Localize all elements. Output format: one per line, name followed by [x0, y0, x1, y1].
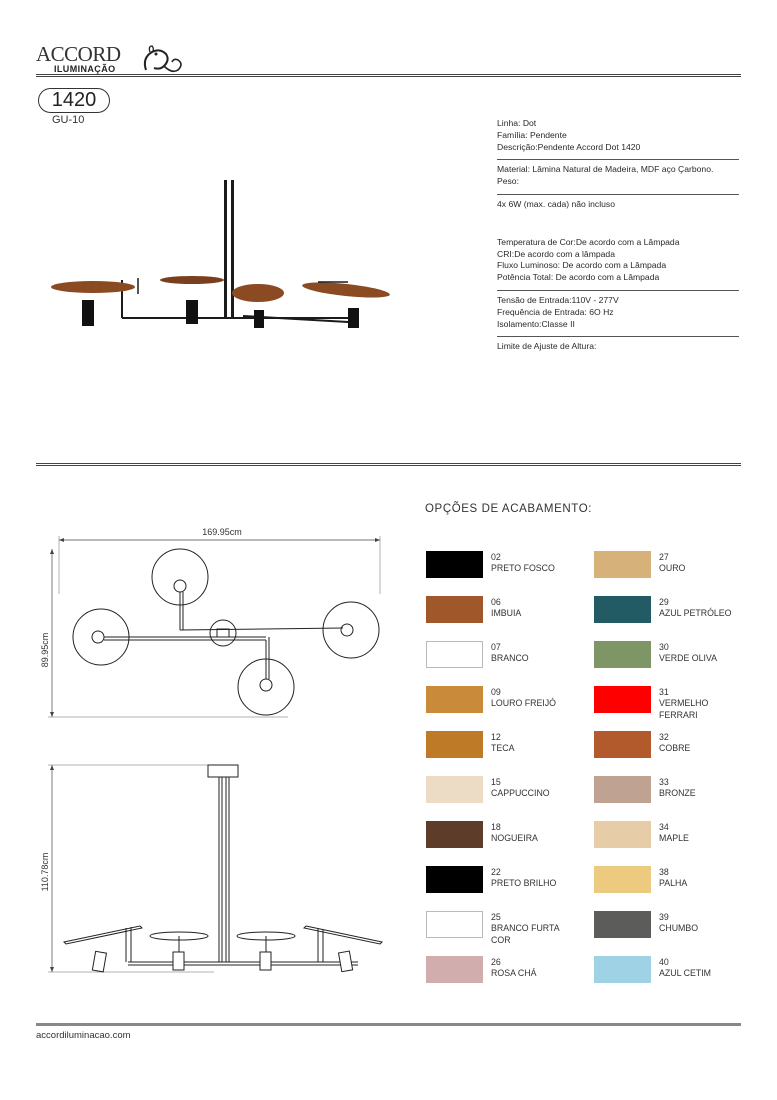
finish-code: 29 [659, 597, 669, 607]
top-view-drawing [38, 524, 388, 724]
spec-label: Descrição: [497, 141, 538, 152]
spec-group-material [497, 164, 739, 192]
finish-label-22 [491, 867, 581, 890]
spec-label: Limite de Ajuste de Altura: [497, 341, 597, 352]
finish-name: PALHA [659, 878, 688, 889]
spec-divider [497, 194, 739, 195]
finish-options-title: OPÇÕES DE ACABAMENTO: [425, 503, 593, 515]
finish-swatch-34[interactable] [594, 821, 651, 848]
finish-code: 30 [659, 642, 669, 652]
finish-swatch-33[interactable] [594, 776, 651, 803]
finish-label-18 [491, 822, 581, 845]
finish-code: 12 [491, 732, 501, 742]
product-lamp-type: GU-10 [52, 114, 85, 126]
finish-label-34 [659, 822, 743, 845]
finish-code: 39 [659, 912, 669, 922]
finish-swatch-07[interactable] [426, 641, 483, 668]
finish-label-15 [491, 777, 581, 800]
finish-swatch-30[interactable] [594, 641, 651, 668]
finish-name: LOURO FREIJÓ [491, 698, 557, 709]
spec-row [497, 260, 739, 272]
finish-swatch-12[interactable] [426, 731, 483, 758]
finish-swatch-40[interactable] [594, 956, 651, 983]
website-link[interactable]: accordiluminacao.com [36, 1030, 131, 1041]
finish-name: OURO [659, 563, 686, 574]
finish-swatch-15[interactable] [426, 776, 483, 803]
finish-name: BRANCO [491, 653, 529, 664]
finish-label-29 [659, 597, 743, 620]
spec-row [497, 307, 739, 319]
finish-code: 06 [491, 597, 501, 607]
footer-rule [36, 1023, 741, 1026]
spec-row [497, 142, 739, 154]
spec-row [497, 164, 739, 176]
finish-swatch-31[interactable] [594, 686, 651, 713]
finish-name: BRANCO FURTA COR [491, 923, 560, 945]
finish-label-39 [659, 912, 743, 935]
spec-value: Lâmina Natural de Madeira, MDF aço Çarbono. [532, 164, 714, 175]
finish-code: 15 [491, 777, 501, 787]
spec-value: De acordo com a Lâmpada [555, 272, 660, 283]
brand-subtitle: ILUMINAÇÃO [54, 64, 116, 74]
depth-dimension: 89.95cm [40, 632, 50, 668]
finish-code: 40 [659, 957, 669, 967]
spec-group-power [497, 199, 739, 237]
finish-swatch-32[interactable] [594, 731, 651, 758]
finish-name: AZUL CETIM [659, 968, 711, 979]
spec-sheet [497, 118, 739, 357]
finish-label-25 [491, 912, 581, 946]
finish-name: ROSA CHÁ [491, 968, 537, 979]
finish-swatch-02[interactable] [426, 551, 483, 578]
finish-name: PRETO FOSCO [491, 563, 555, 574]
spec-group-light [497, 237, 739, 288]
finish-label-09 [491, 687, 581, 710]
finish-name: COBRE [659, 743, 691, 754]
spec-label: Fluxo Luminoso: [497, 260, 561, 271]
finish-name: PRETO BRILHO [491, 878, 557, 889]
finish-label-33 [659, 777, 743, 800]
finish-code: 26 [491, 957, 501, 967]
spec-divider [497, 336, 739, 337]
spec-row [497, 237, 739, 249]
finish-code: 18 [491, 822, 501, 832]
mouse-logo-icon [134, 40, 184, 78]
spec-value: Pendente [529, 129, 567, 140]
finish-code: 38 [659, 867, 669, 877]
spec-divider [497, 290, 739, 291]
width-dimension: 169.95cm [202, 527, 242, 537]
finish-swatch-38[interactable] [594, 866, 651, 893]
finish-swatch-29[interactable] [594, 596, 651, 623]
finish-label-30 [659, 642, 743, 665]
spec-label: Frequência de Entrada: [497, 306, 587, 317]
finish-label-12 [491, 732, 581, 755]
spec-value: Pendente Accord Dot 1420 [537, 141, 641, 152]
spec-row [497, 319, 739, 331]
header-rule [36, 74, 741, 77]
section-rule [36, 463, 741, 466]
finish-code: 27 [659, 552, 669, 562]
spec-row [497, 272, 739, 284]
finish-swatch-26[interactable] [426, 956, 483, 983]
finish-swatch-25[interactable] [426, 911, 483, 938]
side-view-drawing [38, 760, 388, 980]
finish-code: 25 [491, 912, 501, 922]
finish-name: MAPLE [659, 833, 689, 844]
finish-label-38 [659, 867, 743, 890]
finish-swatch-18[interactable] [426, 821, 483, 848]
spec-label: Família: [497, 129, 528, 140]
spec-group-height [497, 341, 739, 357]
spec-label: Peso: [497, 176, 519, 187]
spec-label: Material: [497, 164, 530, 175]
finish-label-27 [659, 552, 743, 575]
finish-swatch-22[interactable] [426, 866, 483, 893]
finish-name: CHUMBO [659, 923, 699, 934]
spec-value: De acordo com a Lâmpada [575, 236, 680, 247]
finish-code: 34 [659, 822, 669, 832]
finish-code: 31 [659, 687, 669, 697]
brand-name: ACCORD [36, 42, 121, 66]
finish-label-31 [659, 687, 743, 721]
finish-swatch-27[interactable] [594, 551, 651, 578]
spec-row [497, 199, 739, 211]
finish-code: 32 [659, 732, 669, 742]
finish-code: 07 [491, 642, 501, 652]
spec-label: Tensão de Entrada: [497, 294, 572, 305]
height-dimension: 110.78cm [40, 852, 50, 892]
spec-row [497, 341, 739, 353]
finish-name: CAPPUCCINO [491, 788, 550, 799]
spec-row [497, 118, 739, 130]
finish-name: VERMELHO FERRARI [659, 698, 709, 720]
spec-value: Dot [522, 118, 537, 128]
spec-row [497, 176, 739, 188]
finish-code: 09 [491, 687, 501, 697]
spec-label: Isolamento: [497, 318, 542, 329]
spec-divider [497, 159, 739, 160]
spec-label: Temperatura de Cor: [497, 236, 576, 247]
spec-row [497, 295, 739, 307]
finish-swatch-09[interactable] [426, 686, 483, 713]
spec-value: Classe II [541, 318, 575, 329]
spec-value: De acordo com a Lâmpada [562, 260, 667, 271]
finish-label-32 [659, 732, 743, 755]
finish-label-06 [491, 597, 581, 620]
finish-name: VERDE OLIVA [659, 653, 718, 664]
finish-swatch-06[interactable] [426, 596, 483, 623]
spec-label: Linha: [497, 118, 521, 128]
product-code-badge: 1420 [38, 88, 110, 113]
spec-row [497, 130, 739, 142]
finish-label-26 [491, 957, 581, 980]
finish-swatch-39[interactable] [594, 911, 651, 938]
finish-name: TECA [491, 743, 515, 754]
brand-logo[interactable] [36, 38, 156, 76]
finish-name: NOGUEIRA [491, 833, 538, 844]
spec-label: CRI: [497, 248, 515, 259]
spec-value: 6O Hz [589, 306, 614, 317]
spec-row [497, 249, 739, 261]
spec-group-identification [497, 118, 739, 157]
spec-value: De acordo com a lâmpada [514, 248, 615, 259]
finish-name: AZUL PETRÓLEO [659, 608, 732, 619]
finish-code: 02 [491, 552, 501, 562]
spec-value: 4x 6W (max. cada) não incluso [497, 198, 615, 209]
finish-name: IMBUIA [491, 608, 522, 619]
product-photo [48, 176, 398, 336]
finish-label-07 [491, 642, 581, 665]
finish-label-40 [659, 957, 743, 980]
spec-label: Potência Total: [497, 272, 554, 283]
finish-code: 22 [491, 867, 501, 877]
finish-label-02 [491, 552, 581, 575]
finish-name: BRONZE [659, 788, 696, 799]
spec-value: 110V - 277V [571, 294, 619, 305]
finish-code: 33 [659, 777, 669, 787]
spec-group-electrical [497, 295, 739, 334]
